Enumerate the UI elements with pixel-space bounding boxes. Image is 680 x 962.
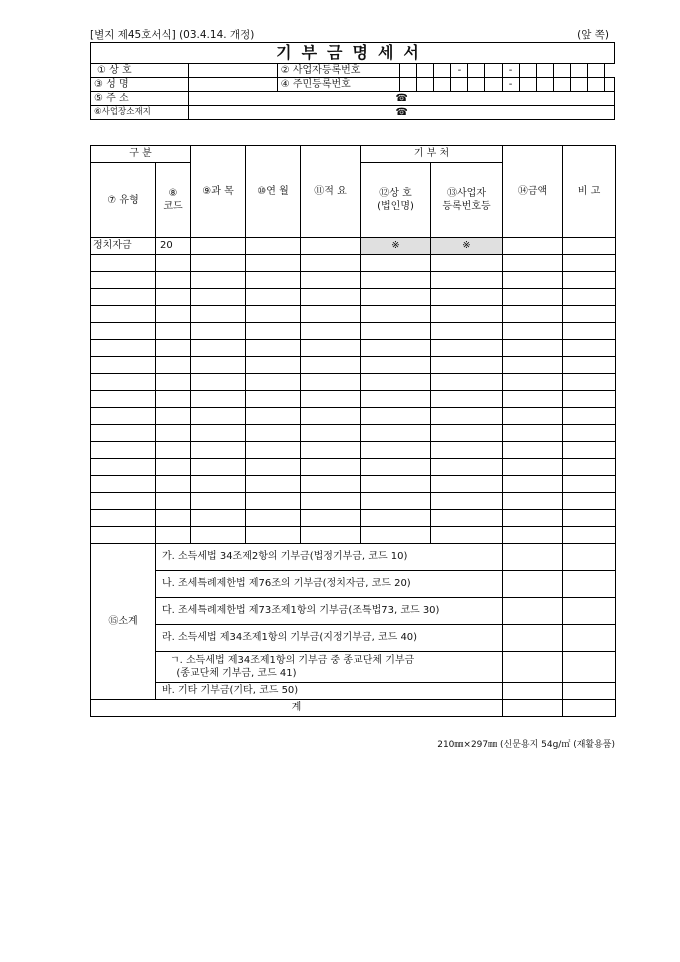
col-note: 비 고: [563, 146, 616, 238]
donee-name-cell: ※: [361, 238, 431, 255]
col-amount: ⑭금액: [503, 146, 563, 238]
data-cell[interactable]: [156, 323, 191, 340]
data-cell[interactable]: [301, 459, 361, 476]
table-row: [91, 289, 616, 306]
company-field[interactable]: [189, 64, 277, 78]
table-row: [91, 493, 616, 510]
data-cell[interactable]: [246, 357, 301, 374]
data-cell[interactable]: [191, 289, 246, 306]
col-summary: ⑪적 요: [301, 146, 361, 238]
data-cell[interactable]: [503, 391, 563, 408]
data-cell[interactable]: [156, 527, 191, 544]
data-cell[interactable]: [431, 510, 503, 527]
data-cell[interactable]: [361, 357, 431, 374]
resno-cell[interactable]: [417, 78, 434, 92]
table-row: [91, 527, 616, 544]
data-cell[interactable]: [503, 306, 563, 323]
data-cell[interactable]: [361, 442, 431, 459]
resno-cell[interactable]: [536, 78, 553, 92]
data-cell[interactable]: [563, 510, 616, 527]
paper-spec: 210㎜×297㎜ (신문용지 54g/㎡ (재활용품): [437, 740, 615, 750]
data-cell[interactable]: [91, 340, 156, 357]
bizno-dash: -: [451, 64, 468, 78]
data-cell[interactable]: [563, 493, 616, 510]
data-cell[interactable]: [503, 374, 563, 391]
table-row: [91, 476, 616, 493]
data-cell[interactable]: [361, 391, 431, 408]
data-cell[interactable]: [191, 493, 246, 510]
data-cell[interactable]: [361, 340, 431, 357]
data-cell[interactable]: [301, 374, 361, 391]
bizno-cell[interactable]: [400, 64, 417, 78]
data-cell[interactable]: [563, 289, 616, 306]
data-cell[interactable]: [191, 476, 246, 493]
resno-cell[interactable]: [587, 78, 604, 92]
table-row: [91, 459, 616, 476]
data-cell[interactable]: [301, 272, 361, 289]
resno-cell[interactable]: [468, 78, 485, 92]
label-company: ① 상 호: [91, 64, 189, 78]
data-cell[interactable]: [156, 459, 191, 476]
data-cell[interactable]: [563, 340, 616, 357]
table-row: [91, 408, 616, 425]
data-cell[interactable]: [246, 442, 301, 459]
data-cell[interactable]: [431, 527, 503, 544]
data-cell[interactable]: [191, 459, 246, 476]
data-cell[interactable]: [563, 459, 616, 476]
data-cell[interactable]: [431, 459, 503, 476]
data-cell[interactable]: [246, 289, 301, 306]
data-cell[interactable]: [431, 408, 503, 425]
data-cell[interactable]: [301, 340, 361, 357]
data-cell[interactable]: [246, 510, 301, 527]
data-cell[interactable]: [156, 510, 191, 527]
total-note[interactable]: [563, 700, 616, 717]
bizno-dash: -: [502, 64, 519, 78]
resno-cell[interactable]: [434, 78, 451, 92]
subtotal-row-ga: 가. 소득세법 34조제2항의 기부금(법정기부금, 코드 10): [156, 544, 503, 571]
data-cell[interactable]: [91, 510, 156, 527]
data-cell[interactable]: [246, 527, 301, 544]
form-number: [별지 제45호서식] (03.4.14. 개정): [90, 29, 255, 41]
data-cell[interactable]: [361, 323, 431, 340]
subject-cell[interactable]: [191, 238, 246, 255]
data-cell[interactable]: [91, 425, 156, 442]
subtotal-row-ba: 바. 기타 기부금(기타, 코드 50): [156, 683, 503, 700]
data-cell[interactable]: [503, 425, 563, 442]
amount-cell[interactable]: [503, 238, 563, 255]
page-side: (앞 쪽): [577, 29, 609, 41]
data-cell[interactable]: [431, 306, 503, 323]
data-cell[interactable]: [431, 493, 503, 510]
data-cell[interactable]: [431, 391, 503, 408]
data-cell[interactable]: [503, 476, 563, 493]
form-header: [90, 27, 615, 41]
data-cell[interactable]: [91, 306, 156, 323]
name-field[interactable]: [189, 78, 277, 92]
table-row: [91, 272, 616, 289]
data-cell[interactable]: [503, 510, 563, 527]
phone-icon: ☎: [395, 93, 408, 104]
data-cell[interactable]: [301, 391, 361, 408]
data-cell[interactable]: [301, 408, 361, 425]
col-code: ⑧ 코드: [156, 163, 191, 238]
data-cell[interactable]: [503, 493, 563, 510]
subtotal-amount[interactable]: [503, 571, 563, 598]
data-cell[interactable]: [563, 408, 616, 425]
data-cell[interactable]: [431, 323, 503, 340]
data-cell[interactable]: [191, 408, 246, 425]
data-cell[interactable]: [301, 289, 361, 306]
data-cell[interactable]: [91, 255, 156, 272]
data-cell[interactable]: [431, 289, 503, 306]
data-cell[interactable]: [246, 323, 301, 340]
data-cell[interactable]: [301, 493, 361, 510]
subtotal-amount[interactable]: [503, 683, 563, 700]
data-cell[interactable]: [301, 510, 361, 527]
data-cell[interactable]: [361, 459, 431, 476]
data-cell[interactable]: [361, 510, 431, 527]
data-cell[interactable]: [361, 306, 431, 323]
label-workplace: ⑥사업장소재지: [91, 106, 189, 120]
data-cell[interactable]: [431, 374, 503, 391]
total-label: 계: [91, 700, 503, 717]
data-cell[interactable]: [91, 289, 156, 306]
data-cell[interactable]: [503, 442, 563, 459]
data-cell[interactable]: [191, 272, 246, 289]
data-cell[interactable]: [246, 408, 301, 425]
data-cell[interactable]: [563, 527, 616, 544]
col-subject: ⑨과 목: [191, 146, 246, 238]
data-cell[interactable]: [156, 408, 191, 425]
data-cell[interactable]: [191, 425, 246, 442]
subtotal-row-da: 다. 조세특례제한법 제73조제1항의 기부금(조특법73, 코드 30): [156, 598, 503, 625]
subtotal-amount[interactable]: [503, 598, 563, 625]
data-cell[interactable]: [431, 476, 503, 493]
table-row: [91, 255, 616, 272]
subtotal-amount[interactable]: [503, 652, 563, 683]
table-row: [91, 510, 616, 527]
data-cell[interactable]: [361, 493, 431, 510]
data-cell[interactable]: [361, 527, 431, 544]
resno-cell[interactable]: [553, 78, 570, 92]
data-cell[interactable]: [156, 442, 191, 459]
resno-cell[interactable]: [519, 78, 536, 92]
bizno-cell[interactable]: [553, 64, 570, 78]
data-cell[interactable]: [156, 306, 191, 323]
col-donee-name: ⑫상 호 (법인명): [361, 163, 431, 238]
data-cell[interactable]: [563, 391, 616, 408]
data-cell[interactable]: [503, 323, 563, 340]
data-cell[interactable]: [503, 408, 563, 425]
subtotal-row-religious: ㄱ. 소득세법 제34조제1항의 기부금 중 종교단체 기부금 (종교단체 기부금, 코드 41): [156, 652, 503, 683]
top-info-table: [90, 42, 615, 120]
data-cell[interactable]: [563, 476, 616, 493]
data-cell[interactable]: [301, 442, 361, 459]
resno-dash: -: [502, 78, 519, 92]
data-cell[interactable]: [91, 374, 156, 391]
subtotal-note[interactable]: [563, 625, 616, 652]
data-cell[interactable]: [156, 272, 191, 289]
data-cell[interactable]: [431, 340, 503, 357]
table-row: [91, 306, 616, 323]
data-cell[interactable]: [563, 357, 616, 374]
data-cell[interactable]: [301, 476, 361, 493]
data-cell[interactable]: [191, 374, 246, 391]
page-title: 기부금명세서: [91, 43, 615, 64]
data-cell[interactable]: [191, 306, 246, 323]
data-cell[interactable]: [246, 459, 301, 476]
bizno-cell[interactable]: [485, 64, 502, 78]
data-cell[interactable]: [361, 272, 431, 289]
data-cell[interactable]: [563, 306, 616, 323]
data-cell[interactable]: [246, 391, 301, 408]
note-cell[interactable]: [563, 238, 616, 255]
subtotal-label: ⑮소계: [91, 544, 156, 700]
data-cell[interactable]: [156, 374, 191, 391]
data-cell[interactable]: [503, 272, 563, 289]
address-field[interactable]: [189, 92, 615, 106]
data-cell[interactable]: [301, 357, 361, 374]
subtotal-amount[interactable]: [503, 544, 563, 571]
data-cell[interactable]: [563, 272, 616, 289]
phone-icon: ☎: [395, 107, 408, 118]
donation-table: [90, 145, 616, 717]
data-cell[interactable]: [91, 272, 156, 289]
data-cell[interactable]: [246, 425, 301, 442]
data-cell[interactable]: [563, 323, 616, 340]
data-cell[interactable]: [301, 255, 361, 272]
data-cell[interactable]: [361, 408, 431, 425]
data-cell[interactable]: [431, 442, 503, 459]
table-row: [91, 238, 616, 255]
data-cell[interactable]: [361, 374, 431, 391]
data-cell[interactable]: [246, 493, 301, 510]
data-cell[interactable]: [246, 306, 301, 323]
data-cell[interactable]: [191, 391, 246, 408]
table-row: [91, 357, 616, 374]
data-cell[interactable]: [91, 357, 156, 374]
resno-cell[interactable]: [604, 78, 614, 92]
data-cell[interactable]: [156, 357, 191, 374]
data-cell[interactable]: [191, 255, 246, 272]
bizno-cell[interactable]: [519, 64, 536, 78]
group-gubun: 구 분: [91, 146, 191, 163]
col-donee-bizno: ⑬사업자 등록번호등: [431, 163, 503, 238]
data-cell[interactable]: [503, 255, 563, 272]
data-cell[interactable]: [91, 493, 156, 510]
type-cell[interactable]: 정치자금: [91, 238, 156, 255]
data-cell[interactable]: [563, 442, 616, 459]
data-cell[interactable]: [431, 357, 503, 374]
resno-cell[interactable]: [400, 78, 417, 92]
data-cell[interactable]: [156, 391, 191, 408]
table-row: [91, 442, 616, 459]
data-cell[interactable]: [156, 255, 191, 272]
data-cell[interactable]: [431, 425, 503, 442]
bizno-cell[interactable]: [434, 64, 451, 78]
bizno-cell[interactable]: [468, 64, 485, 78]
data-cell[interactable]: [191, 442, 246, 459]
data-cell[interactable]: [91, 323, 156, 340]
data-cell[interactable]: [301, 425, 361, 442]
data-cell[interactable]: [91, 459, 156, 476]
label-bizno: ② 사업자등록번호: [277, 64, 399, 78]
code-cell[interactable]: 20: [156, 238, 191, 255]
table-row: [91, 323, 616, 340]
col-type: ⑦ 유형: [91, 163, 156, 238]
data-cell[interactable]: [361, 425, 431, 442]
data-cell[interactable]: [301, 323, 361, 340]
subtotal-row-ra: 라. 소득세법 제34조제1항의 기부금(지정기부금, 코드 40): [156, 625, 503, 652]
bizno-cell[interactable]: [570, 64, 587, 78]
bizno-cell[interactable]: [417, 64, 434, 78]
total-amount[interactable]: [503, 700, 563, 717]
data-cell[interactable]: [246, 272, 301, 289]
donee-bizno-cell: ※: [431, 238, 503, 255]
workplace-field[interactable]: [189, 106, 615, 120]
label-resno: ④ 주민등록번호: [277, 78, 399, 92]
table-row: [91, 374, 616, 391]
col-date: ⑩연 월: [246, 146, 301, 238]
data-cell[interactable]: [431, 255, 503, 272]
resno-cell[interactable]: [485, 78, 502, 92]
data-cell[interactable]: [361, 255, 431, 272]
data-cell[interactable]: [191, 527, 246, 544]
subtotal-note[interactable]: [563, 683, 616, 700]
data-cell[interactable]: [301, 527, 361, 544]
data-cell[interactable]: [191, 510, 246, 527]
subtotal-note[interactable]: [563, 571, 616, 598]
data-cell[interactable]: [156, 340, 191, 357]
data-cell[interactable]: [361, 476, 431, 493]
data-cell[interactable]: [91, 408, 156, 425]
group-donee: 기 부 처: [361, 146, 503, 163]
data-cell[interactable]: [503, 289, 563, 306]
data-cell[interactable]: [503, 459, 563, 476]
resno-cell[interactable]: [451, 78, 468, 92]
data-cell[interactable]: [156, 476, 191, 493]
label-name: ③ 성 명: [91, 78, 189, 92]
subtotal-note[interactable]: [563, 544, 616, 571]
data-cell[interactable]: [156, 289, 191, 306]
resno-cell[interactable]: [570, 78, 587, 92]
data-cell[interactable]: [91, 391, 156, 408]
data-cell[interactable]: [301, 306, 361, 323]
subtotal-note[interactable]: [563, 652, 616, 683]
data-cell[interactable]: [563, 425, 616, 442]
summary-cell[interactable]: [301, 238, 361, 255]
bizno-cell[interactable]: [536, 64, 553, 78]
data-cell[interactable]: [91, 527, 156, 544]
data-cell[interactable]: [246, 340, 301, 357]
table-row: [91, 340, 616, 357]
data-cell[interactable]: [191, 323, 246, 340]
subtotal-amount[interactable]: [503, 625, 563, 652]
data-cell[interactable]: [503, 527, 563, 544]
data-cell[interactable]: [191, 357, 246, 374]
table-row: [91, 425, 616, 442]
table-row: [91, 391, 616, 408]
data-cell[interactable]: [563, 374, 616, 391]
date-cell[interactable]: [246, 238, 301, 255]
data-cell[interactable]: [246, 374, 301, 391]
data-cell[interactable]: [246, 255, 301, 272]
data-cell[interactable]: [191, 340, 246, 357]
data-cell[interactable]: [91, 476, 156, 493]
data-cell[interactable]: [431, 272, 503, 289]
data-cell[interactable]: [361, 289, 431, 306]
label-address: ⑤ 주 소: [91, 92, 189, 106]
subtotal-row-na: 나. 조세특례제한법 제76조의 기부금(정치자금, 코드 20): [156, 571, 503, 598]
bizno-cell[interactable]: [587, 64, 604, 78]
data-cell[interactable]: [91, 442, 156, 459]
data-cell[interactable]: [563, 255, 616, 272]
subtotal-note[interactable]: [563, 598, 616, 625]
data-cell[interactable]: [156, 425, 191, 442]
data-cell[interactable]: [156, 493, 191, 510]
data-cell[interactable]: [246, 476, 301, 493]
data-cell[interactable]: [503, 357, 563, 374]
data-cell[interactable]: [503, 340, 563, 357]
